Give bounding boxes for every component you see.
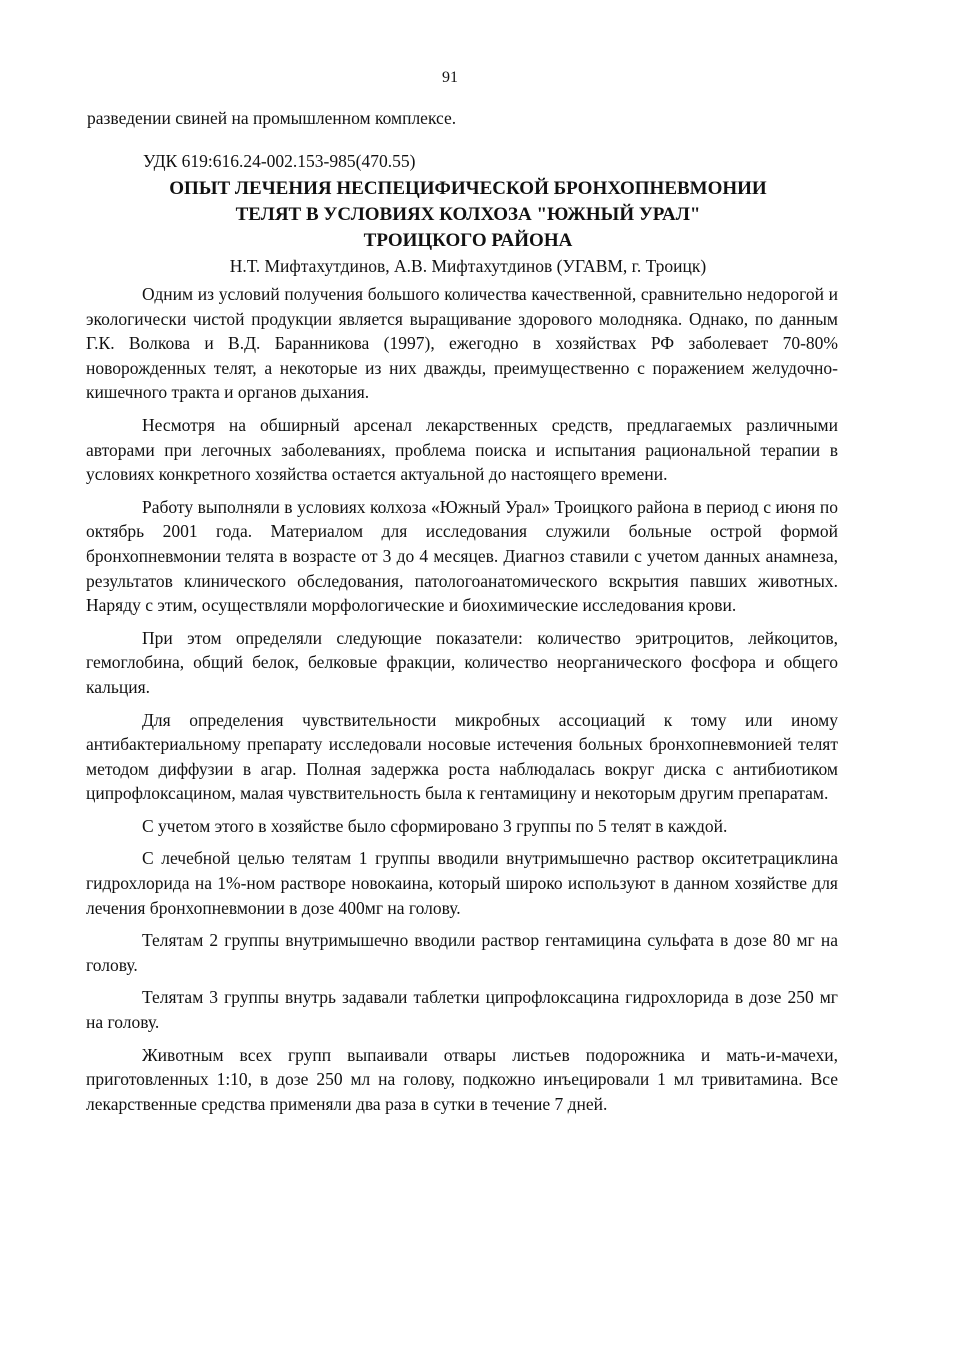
paragraph: Для определения чувствительности микробных ассоциаций к тому или иному антибактериальному препарату исследовали носовые истечения больных бронхопневмонией телят методом диффузии в агар. Полная задержка роста наблюдалась вокруг диска с антибиотиком ципрофлоксацином, малая чувствительность была к гентамицину и некоторым другим препаратам.: [86, 709, 838, 804]
paragraph: С учетом этого в хозяйстве было сформировано 3 группы по 5 телят в каждой.: [142, 815, 728, 836]
title-line: ТРОИЦКОГО РАЙОНА: [363, 230, 573, 251]
title-line: ОПЫТ ЛЕЧЕНИЯ НЕСПЕЦИФИЧЕСКОЙ БРОНХОПНЕВМОНИИ: [169, 178, 767, 199]
paragraph: При этом определяли следующие показатели: количество эритроцитов, лейкоцитов, гемоглобина, общий белок, белковые фракции, количество неорганического фосфора и общего кальция.: [86, 627, 838, 697]
page-number: 91: [442, 69, 458, 86]
article-authors: Н.Т. Мифтахутдинов, А.В. Мифтахутдинов (УГАВМ, г. Троицк): [229, 256, 707, 276]
article-title: [88, 176, 848, 254]
paragraph: Одним из условий получения большого количества качественной, сравнительно недорогой и экологически чистой продукции является выращивание здорового молодняка. Однако, по данным Г.К. Волкова и В.Д. Баранникова (1997), ежегодно в хозяйствах РФ заболевает 70-80% новорожденных телят, а некоторые из них дважды, преимущественно с поражением желудочно-кишечного тракта и органов дыхания.: [86, 284, 838, 403]
article-body: [86, 282, 838, 1116]
title-line: ТЕЛЯТ В УСЛОВИЯХ КОЛХОЗА "ЮЖНЫЙ УРАЛ": [235, 204, 701, 225]
carryover-text: разведении свиней на промышленном комплексе.: [87, 108, 457, 128]
paragraph: Телятам 3 группы внутрь задавали таблетки ципрофлоксацина гидрохлорида в дозе 250 мг на голову.: [86, 987, 838, 1033]
paragraph: Работу выполняли в условиях колхоза «Южный Урал» Троицкого района в период с июня по октябрь 2001 года. Материалом для исследования служили больные острой формой бронхопневмонии телята в возрасте от 3 до 4 месяцев. Диагноз ставили с учетом данных анамнеза, результатов клинического обследования, патологоанатомического вскрытия павших животных. Наряду с этим, осуществляли морфологические и биохимические исследования крови.: [86, 496, 838, 616]
paragraph: С лечебной целью телятам 1 группы вводили внутримышечно раствор окситетрациклина гидрохлорида на 1%-ном растворе новокаина, который широко используют в данном хозяйстве для лечения бронхопневмонии в дозе 400мг на голову.: [86, 848, 838, 918]
paragraph: Несмотря на обширный арсенал лекарственных средств, предлагаемых различными авторами при легочных заболеваниях, проблема поиска и испытания рациональной терапии в условиях конкретного хозяйства остается актуальной до настоящего времени.: [86, 414, 838, 485]
udk-code: УДК 619:616.24-002.153-985(470.55): [143, 151, 416, 171]
paragraph: Животным всех групп выпаивали отвары листьев подорожника и мать-и-мачехи, приготовленных 1:10, в дозе 250 мл на голову, подкожно инъецировали 1 мл тривитамина. Все лекарственные средства применяли два раза в сутки в течение 7 дней.: [86, 1044, 838, 1114]
paragraph: Телятам 2 группы внутримышечно вводили раствор гентамицина сульфата в дозе 80 мг на голову.: [86, 930, 838, 975]
